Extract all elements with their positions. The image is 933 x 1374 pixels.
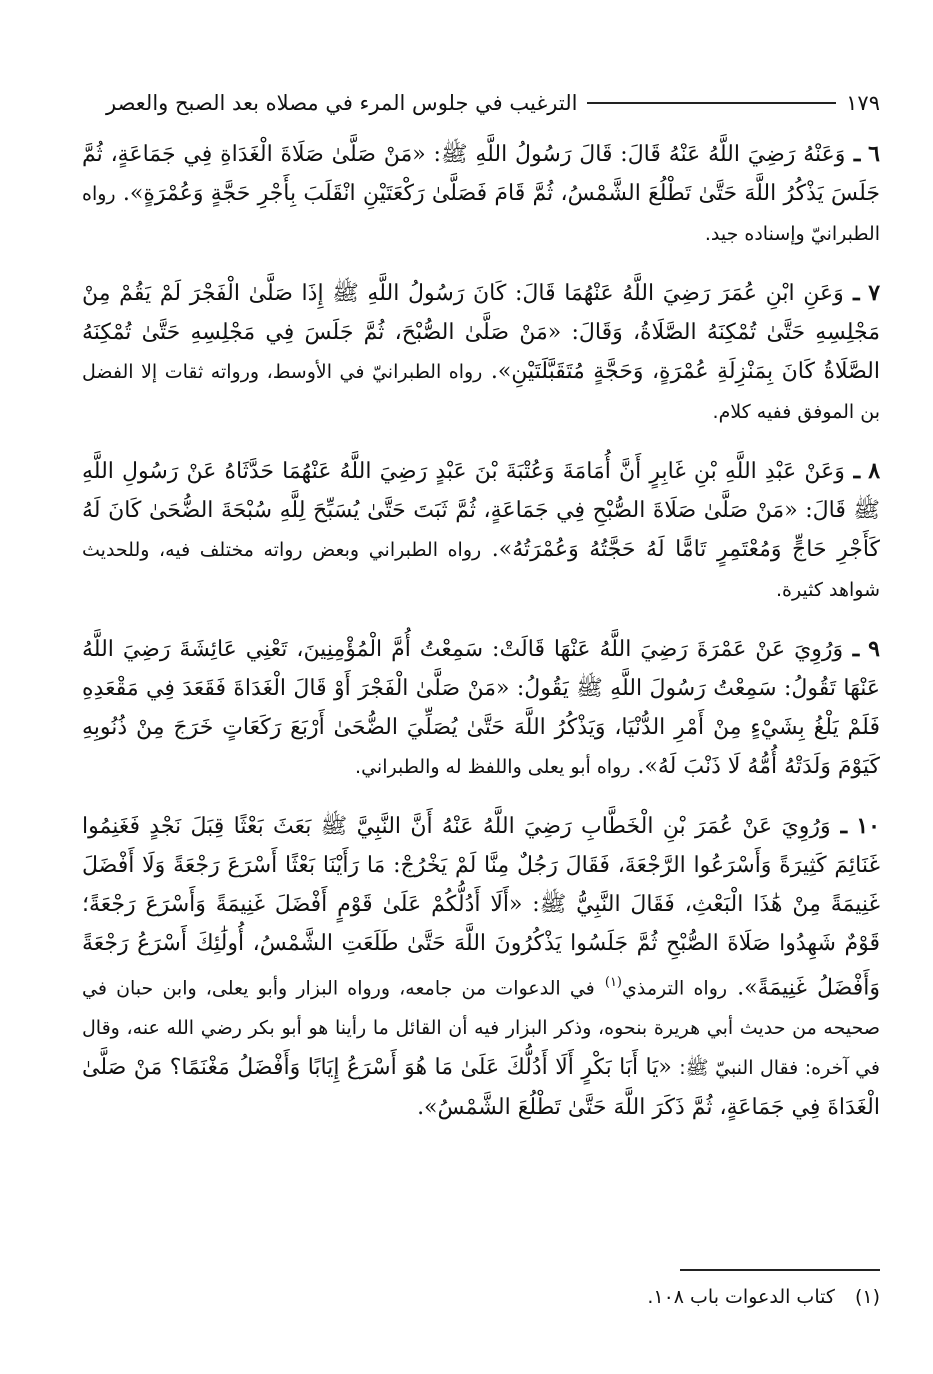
running-title: الترغيب في جلوس المرء في مصلاه بعد الصبح والعصر [106,91,578,115]
hadith-number: ١٠ [856,813,880,839]
hadith-number: ٦ [868,141,880,167]
hadith-commentary: رواه أبو يعلى واللفظ له والطبراني. [355,756,631,778]
hadith-commentary: رواه الطبراني وبعض رواته مختلف فيه، وللحديث شواهد كثيرة. [82,539,880,601]
hadith-text: وَعَنْ عَبْدِ اللَّهِ بْنِ غَابِرٍ أَنَّ أُمَامَةَ وَعُتْبَةَ بْنَ عَبْدٍ رَضِيَ اللَّهُ عَنْهُمَا حَدَّثَاهُ عَنْ رَسُولِ اللَّهِ ﷺ قَالَ: «مَنْ صَلَّىٰ صَلَاةَ الصُّبْحِ فِي جَمَاعَةٍ، ثُمَّ ثَبَتَ حَتَّىٰ يُسَبِّحَ لِلَّهِ سُبْحَةَ الضُّحَىٰ كَانَ لَهُ كَأَجْرِ حَاجٍّ وَمُعْتَمِرٍ تَامًّا لَهُ حَجَّتُهُ وَعُمْرَتُهُ». [82,459,881,562]
hadith-commentary-lead: رواه الترمذي [622,977,728,1000]
hadith-number: ٨ [868,458,881,484]
hadith-text: وَرُوِيَ عَنْ عُمَرَ بْنِ الْخَطَّابِ رَضِيَ اللَّهُ عَنْهُ أَنَّ النَّبِيَّ ﷺ بَعَثَ بَعْثًا قِبَلَ نَجْدٍ فَغَنِمُوا غَنَائِمَ كَثِيرَةً وَأَسْرَعُوا الرَّجْعَةَ، فَقَالَ رَجُلٌ مِنَّا لَمْ يَخْرُجْ: مَا رَأَيْنَا بَعْثًا أَسْرَعَ رَجْعَةً وَلَا أَفْضَلَ غَنِيمَةً مِنْ هَٰذَا الْبَعْثِ، فَقَالَ النَّبِيُّ ﷺ: «أَلَا أَدُلُّكُمْ عَلَىٰ قَوْمٍ أَفْضَلَ غَنِيمَةً وَأَسْرَعَ رَجْعَةً؛ قَوْمٌ شَهِدُوا صَلَاةَ الصُّبْحِ ثُمَّ جَلَسُوا يَذْكُرُونَ اللَّهَ حَتَّىٰ طَلَعَتِ الشَّمْسُ، أُولَٰئِكَ أَسْرَعُ رَجْعَةً وَأَفْضَلُ غَنِيمَةً». [82,814,881,1001]
hadith-commentary: رواه الطبرانيّ وإسناده جيد. [82,183,880,245]
page-body [82,135,880,1147]
hadith-number: ٧ [868,280,881,306]
hadith-6: ٦ ـ وَعَنْهُ رَضِيَ اللَّهُ عَنْهُ قَالَ: قَالَ رَسُولُ اللَّهِ ﷺ: «مَنْ صَلَّىٰ صَلَاةَ الْغَدَاةِ فِي جَمَاعَةٍ، ثُمَّ جَلَسَ يَذْكُرُ اللَّهَ حَتَّىٰ تَطْلُعَ الشَّمْسُ، ثُمَّ قَامَ فَصَلَّىٰ رَكْعَتَيْنِ انْقَلَبَ بِأَجْرِ حَجَّةٍ وَعُمْرَةٍ». رواه الطبرانيّ وإسناده جيد. [82,141,880,245]
hadith-10: ١٠ ـ وَرُوِيَ عَنْ عُمَرَ بْنِ الْخَطَّابِ رَضِيَ اللَّهُ عَنْهُ أَنَّ النَّبِيَّ ﷺ بَعَثَ بَعْثًا قِبَلَ نَجْدٍ فَغَنِمُوا غَنَائِمَ كَثِيرَةً وَأَسْرَعُوا الرَّجْعَةَ، فَقَالَ رَجُلٌ مِنَّا لَمْ يَخْرُجْ: مَا رَأَيْنَا بَعْثًا أَسْرَعَ رَجْعَةً وَلَا أَفْضَلَ غَنِيمَةً مِنْ هَٰذَا الْبَعْثِ، فَقَالَ النَّبِيُّ ﷺ: «أَلَا أَدُلُّكُمْ عَلَىٰ قَوْمٍ أَفْضَلَ غَنِيمَةً وَأَسْرَعَ رَجْعَةً؛ قَوْمٌ شَهِدُوا صَلَاةَ الصُّبْحِ ثُمَّ جَلَسُوا يَذْكُرُونَ اللَّهَ حَتَّىٰ طَلَعَتِ الشَّمْسُ، أُولَٰئِكَ أَسْرَعُ رَجْعَةً وَأَفْضَلُ غَنِيمَةً». رواه الترمذي$^{(١)}$ في الدعوات من جامعه، ورواه البزار وأبو يعلى، وابن حبان في صحيحه من حديث أبي هريرة بنحوه، وذكر البزار فيه أن القائل ما رأينا هو أبو بكر رضي الله عنه، وقال في آخره: فقال النبيّ ﷺ: «يَا أَبَا بَكْرٍ أَلَا أَدُلُّكَ عَلَىٰ مَا هُوَ أَسْرَعُ إِيَابًا وَأَفْضَلُ مَغْنَمًا؟ مَنْ صَلَّىٰ الْغَدَاةَ فِي جَمَاعَةٍ، ثُمَّ ذَكَرَ اللَّهَ حَتَّىٰ تَطْلُعَ الشَّمْسُ». [82,813,881,1121]
header-rule [587,102,836,104]
footnote-reference: (١) [604,975,622,990]
hadith-commentary: في الدعوات من جامعه، ورواه البزار وأبو يعلى، وابن حبان في صحيحه من حديث أبي هريرة بنحوه، وذكر البزار فيه أن القائل ما رأينا هو أبو بكر رضي الله عنه، وقال في آخره: فقال النبيّ ﷺ: [82,977,880,1080]
hadith-text-end: «يَا أَبَا بَكْرٍ أَلَا أَدُلُّكَ عَلَىٰ مَا هُوَ أَسْرَعُ إِيَابًا وَأَفْضَلُ مَغْنَمًا؟ مَنْ صَلَّىٰ الْغَدَاةَ فِي جَمَاعَةٍ، ثُمَّ ذَكَرَ اللَّهَ حَتَّىٰ تَطْلُعَ الشَّمْسُ». [82,1055,880,1121]
page-number: ١٧٩ [846,91,880,115]
hadith-7: ٧ ـ وَعَنِ ابْنِ عُمَرَ رَضِيَ اللَّهُ عَنْهُمَا قَالَ: كَانَ رَسُولُ اللَّهِ ﷺ إِذَا صَلَّىٰ الْفَجْرَ لَمْ يَقُمْ مِنْ مَجْلِسِهِ حَتَّىٰ تُمْكِنَهُ الصَّلَاةُ، وَقَالَ: «مَنْ صَلَّىٰ الصُّبْحَ، ثُمَّ جَلَسَ فِي مَجْلِسِهِ حَتَّىٰ تُمْكِنَهُ الصَّلَاةُ كَانَ بِمَنْزِلَةِ عُمْرَةٍ، وَحَجَّةٍ مُتَقَبَّلَتَيْنِ». رواه الطبرانيّ في الأوسط، ورواته ثقات إلا الفضل بن الموفق ففيه كلام. [82,280,881,423]
hadith-text: وَرُوِيَ عَنْ عَمْرَةَ رَضِيَ اللَّهُ عَنْهَا قَالَتْ: سَمِعْتُ أُمَّ الْمُؤْمِنِينَ، تَعْنِي عَائِشَةَ رَضِيَ اللَّهُ عَنْهَا تَقُولُ: سَمِعْتُ رَسُولَ اللَّهِ ﷺ يَقُولُ: «مَنْ صَلَّىٰ الْفَجْرَ أَوْ قَالَ الْغَدَاةَ فَقَعَدَ فِي مَقْعَدِهِ فَلَمْ يَلْغُ بِشَيْءٍ مِنْ أَمْرِ الدُّنْيَا، وَيَذْكُرُ اللَّهَ حَتَّىٰ يُصَلِّيَ الضُّحَىٰ أَرْبَعَ رَكَعَاتٍ خَرَجَ مِنْ ذُنُوبِهِ كَيَوْمَ وَلَدَتْهُ أُمُّهُ لَا ذَنْبَ لَهُ». [82,637,881,779]
footnote-text: كتاب الدعوات باب ١٠٨. [647,1286,835,1308]
hadith-text: وَعَنِ ابْنِ عُمَرَ رَضِيَ اللَّهُ عَنْهُمَا قَالَ: كَانَ رَسُولُ اللَّهِ ﷺ إِذَا صَلَّىٰ الْفَجْرَ لَمْ يَقُمْ مِنْ مَجْلِسِهِ حَتَّىٰ تُمْكِنَهُ الصَّلَاةُ، وَقَالَ: «مَنْ صَلَّىٰ الصُّبْحَ، ثُمَّ جَلَسَ فِي مَجْلِسِهِ حَتَّىٰ تُمْكِنَهُ الصَّلَاةُ كَانَ بِمَنْزِلَةِ عُمْرَةٍ، وَحَجَّةٍ مُتَقَبَّلَتَيْنِ». [82,281,880,384]
hadith-commentary: رواه الطبرانيّ في الأوسط، ورواته ثقات إلا الفضل بن الموفق ففيه كلام. [82,361,880,423]
page-header [106,86,880,120]
footnote-rule [680,1269,880,1271]
footnote-number: (١) [854,1286,880,1308]
hadith-number: ٩ [868,636,880,662]
footnote [647,1286,880,1308]
hadith-9: ٩ ـ وَرُوِيَ عَنْ عَمْرَةَ رَضِيَ اللَّهُ عَنْهَا قَالَتْ: سَمِعْتُ أُمَّ الْمُؤْمِنِينَ، تَعْنِي عَائِشَةَ رَضِيَ اللَّهُ عَنْهَا تَقُولُ: سَمِعْتُ رَسُولَ اللَّهِ ﷺ يَقُولُ: «مَنْ صَلَّىٰ الْفَجْرَ أَوْ قَالَ الْغَدَاةَ فَقَعَدَ فِي مَقْعَدِهِ فَلَمْ يَلْغُ بِشَيْءٍ مِنْ أَمْرِ الدُّنْيَا، وَيَذْكُرُ اللَّهَ حَتَّىٰ يُصَلِّيَ الضُّحَىٰ أَرْبَعَ رَكَعَاتٍ خَرَجَ مِنْ ذُنُوبِهِ كَيَوْمَ وَلَدَتْهُ أُمُّهُ لَا ذَنْبَ لَهُ». رواه أبو يعلى واللفظ له والطبراني. [82,636,881,779]
hadith-8: ٨ ـ وَعَنْ عَبْدِ اللَّهِ بْنِ غَابِرٍ أَنَّ أُمَامَةَ وَعُتْبَةَ بْنَ عَبْدٍ رَضِيَ اللَّهُ عَنْهُمَا حَدَّثَاهُ عَنْ رَسُولِ اللَّهِ ﷺ قَالَ: «مَنْ صَلَّىٰ صَلَاةَ الصُّبْحِ فِي جَمَاعَةٍ، ثُمَّ ثَبَتَ حَتَّىٰ يُسَبِّحَ لِلَّهِ سُبْحَةَ الضُّحَىٰ كَانَ لَهُ كَأَجْرِ حَاجٍّ وَمُعْتَمِرٍ تَامًّا لَهُ حَجَّتُهُ وَعُمْرَتُهُ». رواه الطبراني وبعض رواته مختلف فيه، وللحديث شواهد كثيرة. [82,458,881,601]
hadith-text: وَعَنْهُ رَضِيَ اللَّهُ عَنْهُ قَالَ: قَالَ رَسُولُ اللَّهِ ﷺ: «مَنْ صَلَّىٰ صَلَاةَ الْغَدَاةِ فِي جَمَاعَةٍ، ثُمَّ جَلَسَ يَذْكُرُ اللَّهَ حَتَّىٰ تَطْلُعَ الشَّمْسُ، ثُمَّ قَامَ فَصَلَّىٰ رَكْعَتَيْنِ انْقَلَبَ بِأَجْرِ حَجَّةٍ وَعُمْرَةٍ». [82,142,880,206]
